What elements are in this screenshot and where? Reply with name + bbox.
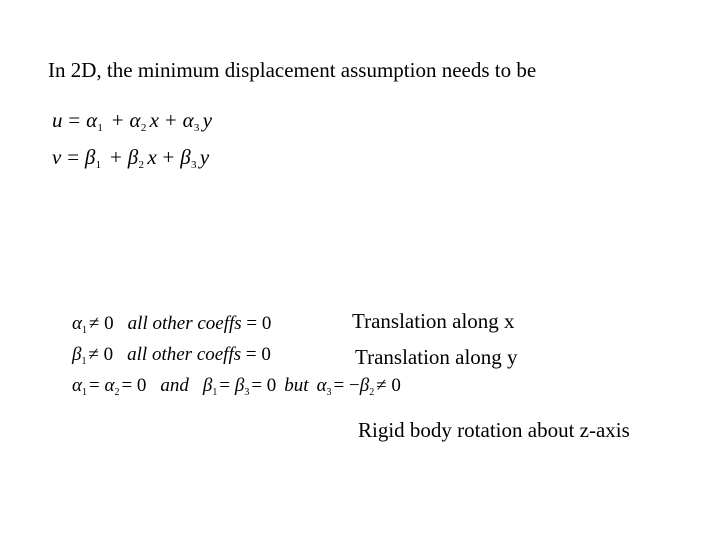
equation-u: $u = \alpha_1 + \alpha_2$ $x + \alpha_3$ y bbox=[52, 108, 213, 134]
intro-text: In 2D, the minimum displacement assumption needs to be bbox=[48, 58, 537, 82]
equation-v: $v = \beta_1 + \beta_2$ $x + \beta_3$ y bbox=[52, 145, 210, 171]
label-translation-x: Translation along x bbox=[352, 309, 515, 333]
condition-row-2: $\beta_1 \ne 0$ all other coeffs = 0 bbox=[72, 344, 271, 367]
condition-row-1: $\alpha_1 \ne 0$ all other coeffs = 0 bbox=[72, 313, 272, 336]
label-rotation: Rigid body rotation about z-axis bbox=[358, 418, 630, 442]
condition-row-3: $\alpha_1 = \alpha_2 = 0$ and $\beta_1 = \beta_3 = 0$ but $\alpha_3 = -\beta_2 \ne 0$ bbox=[72, 375, 401, 398]
label-translation-y: Translation along y bbox=[355, 345, 518, 369]
